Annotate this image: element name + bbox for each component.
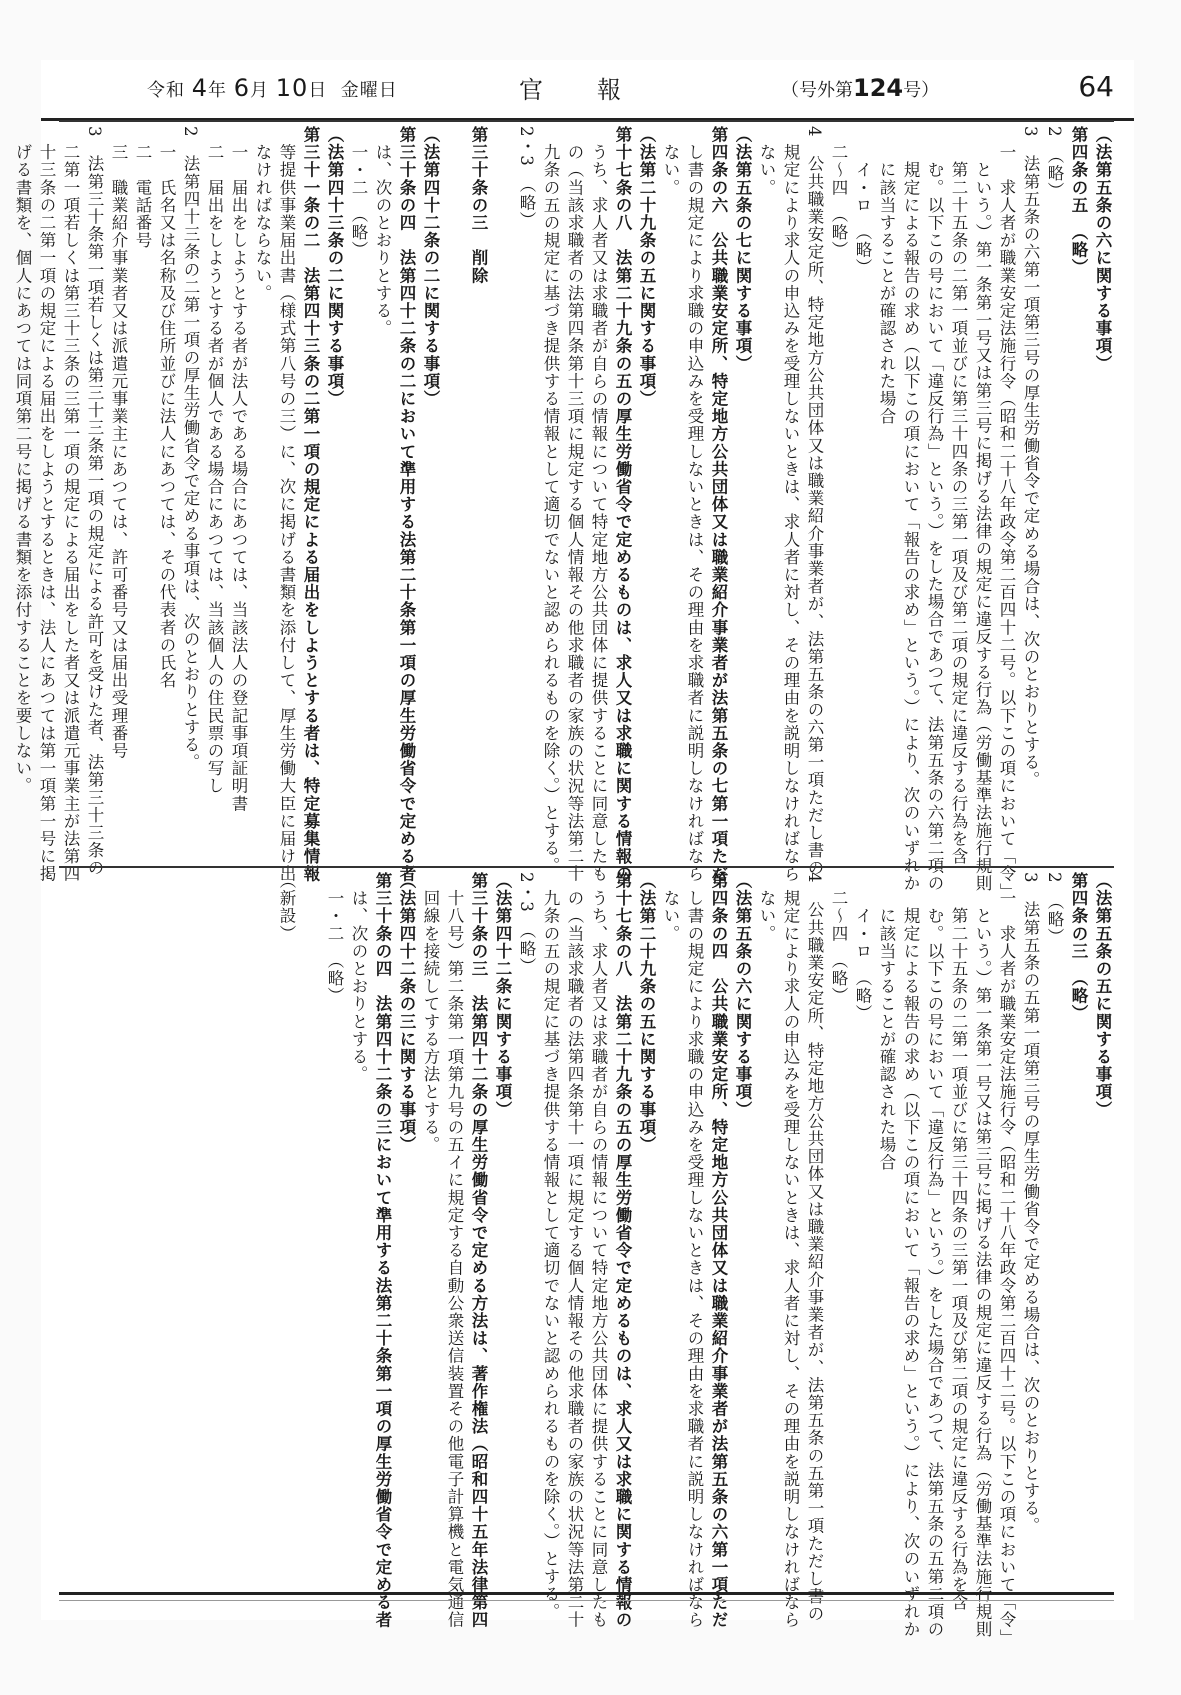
section-divider-rule: [59, 866, 1114, 868]
page-number: 64: [1078, 70, 1114, 103]
text-line: 第二十五条の二第一項並びに第三十四条の三第一項及び第二項の規定に違反する行為を含: [949, 126, 968, 866]
text-line: 第二十五条の二第一項並びに第三十四条の三第一項及び第二項の規定に違反する行為を含: [949, 872, 968, 1612]
text-line: [298, 872, 322, 1592]
text-line: 3 法第五条の六第一項第三号の厚生労働省令で定める場合は、次のとおりとする。: [1021, 126, 1040, 789]
text-line: 3 法第三十条第一項若しくは第三十三条第一項の規定による許可を受けた者、法第三十三条の: [85, 126, 104, 877]
text-line: し書の規定により求職の申込みを受理しないときは、その理由を求職者に説明しなければなら: [685, 126, 704, 883]
text-line: 第三十条の三 法第四十二条の厚生労働省令で定める方法は、著作権法（昭和四十五年法律第四: [469, 872, 488, 1629]
page-header: [41, 60, 1134, 118]
month: 6: [233, 74, 251, 102]
year: 4: [191, 74, 209, 102]
issue-prefix: （号外第: [781, 80, 853, 101]
text-line: 九条の五の規定に基づき提供する情報として適切でないと認められるものを除く。）とする。: [541, 126, 560, 875]
text-line: は、次のとおりとする。: [373, 126, 392, 338]
text-line: の（当該求職者の法第四条第十一項に規定する個人情報その他求職者の家族の状況等法第二十: [565, 872, 584, 1629]
text-line: 規定による報告の求め（以下この項において「報告の求め」という。）により、次のいずれか: [901, 126, 920, 893]
text-line: ない。: [661, 872, 680, 943]
text-line: は、次のとおりとする。: [349, 872, 368, 1084]
text-line: イ・ロ （略）: [853, 126, 872, 277]
text-line: ない。: [661, 126, 680, 197]
text-line: 第十七条の八 法第二十九条の五の厚生労働省令で定めるものは、求人又は求職に関する情報の: [613, 126, 632, 883]
text-line: に該当することが確認された場合: [877, 872, 896, 1172]
text-line: という。）第一条第一号又は第三号に掲げる法律の規定に違反する行為（労働基準法施行規則: [973, 126, 992, 893]
text-line: 一 届出をしようとする者が法人である場合にあつては、当該法人の登記事項証明書: [229, 126, 248, 813]
text-line: 3 法第五条の五第一項第三号の厚生労働省令で定める場合は、次のとおりとする。: [1021, 872, 1040, 1535]
text-line: に該当することが確認された場合: [877, 126, 896, 426]
old-provisions-text: [274, 872, 1114, 1647]
text-line: 第三十条の四 法第四十二条の三において準用する法第二十条第一項の厚生労働省令で定める者: [373, 872, 392, 1629]
text-line: 第三十一条の二 法第四十三条の二第一項の規定による届出をしようとする者は、特定募集情報: [301, 126, 320, 883]
gazette-page: [13, 60, 1134, 1647]
text-line: （法第五条の六に関する事項）: [1093, 126, 1112, 373]
text-line: 第四条の六 公共職業安定所、特定地方公共団体又は職業紹介事業者が法第五条の七第一項ただ: [709, 126, 728, 883]
text-line: 二第一項若しくは第三十三条の三第一項の規定による届出をした者又は派遣元事業主が法第四: [61, 126, 80, 883]
text-line: （法第二十九条の五に関する事項）: [637, 126, 656, 408]
text-line: 九条の五の規定に基づき提供する情報として適切でないと認められるものを除く。）とする。: [541, 872, 560, 1621]
text-line: 規定により求人の申込みを受理しないときは、求人者に対し、その理由を説明しなければなら: [781, 872, 800, 1629]
text-line: 規定により求人の申込みを受理しないときは、求人者に対し、その理由を説明しなければなら: [781, 126, 800, 883]
text-line: （法第四十二条の三に関する事項）: [397, 872, 416, 1154]
text-line: 一 氏名又は名称及び住所並びに法人にあつては、その代表者の氏名: [157, 126, 176, 690]
text-line: [442, 126, 466, 864]
text-line: 十八号）第二条第一項第九号の五イに規定する自動公衆送信装置その他電子計算機と電気通信: [445, 872, 464, 1629]
old-provisions-section: [59, 872, 1114, 1647]
text-line: （法第四十二条に関する事項）: [493, 872, 512, 1119]
text-line: 2 法第四十三条の二第一項の厚生労働省令で定める事項は、次のとおりとする。: [181, 126, 200, 772]
text-line: という。）第一条第一号又は第三号に掲げる法律の規定に違反する行為（労働基準法施行規則: [973, 872, 992, 1639]
text-line: 第四条の三 （略）: [1069, 872, 1088, 1023]
text-line: （法第四十三条の二に関する事項）: [325, 126, 344, 408]
gazette-title: 官報: [519, 76, 675, 104]
text-line: む。以下この号において「違反行為」という。）をした場合であつて、法第五条の五第二項の: [925, 872, 944, 1639]
text-line: うち、求人者又は求職者が自らの情報について特定地方公共団体に提供することに同意したも: [589, 872, 608, 1629]
text-line: 第三十条の三 削除: [469, 126, 488, 285]
text-line: 二～四 （略）: [829, 872, 848, 1005]
page-bottom-rule: [59, 1600, 1114, 1601]
text-line: なければならない。: [253, 126, 272, 302]
text-line: 2・3 （略）: [517, 872, 536, 975]
day: 10: [275, 74, 309, 102]
text-line: 一 求人者が職業安定法施行令（昭和二十八年政令第二百四十二号。以下この項において「令」: [997, 872, 1016, 1647]
text-line: 2 （略）: [1045, 872, 1064, 946]
text-line: 一 求人者が職業安定法施行令（昭和二十八年政令第二百四十二号。以下この項において「令」: [997, 126, 1016, 901]
bottom-rule: [59, 1592, 1114, 1595]
month-suffix: 月: [250, 80, 270, 101]
new-provisions-section: [13, 126, 1114, 901]
new-provisions-text: [10, 126, 1114, 901]
text-line: 二 届出をしようとする者が個人である場合にあつては、当該個人の住民票の写し: [205, 126, 224, 795]
text-line: （新設）: [277, 872, 296, 943]
issue-suffix: 号）: [903, 80, 940, 101]
text-line: 回線を接続してする方法とする。: [421, 872, 440, 1154]
text-line: （法第五条の六に関する事項）: [733, 872, 752, 1119]
text-line: 二～四 （略）: [829, 126, 848, 259]
text-line: （法第五条の五に関する事項）: [1093, 872, 1112, 1119]
text-line: し書の規定により求職の申込みを受理しないときは、その理由を求職者に説明しなければなら: [685, 872, 704, 1629]
text-line: 第四条の五 （略）: [1069, 126, 1088, 277]
text-line: 一・二 （略）: [349, 126, 368, 259]
text-line: [490, 126, 514, 864]
text-line: うち、求人者又は求職者が自らの情報について特定地方公共団体に提供することに同意したも: [589, 126, 608, 883]
text-line: 二 電話番号: [133, 126, 152, 250]
text-line: む。以下この号において「違反行為」という。）をした場合であつて、法第五条の六第二項の: [925, 126, 944, 893]
text-line: ない。: [757, 126, 776, 197]
weekday: 金曜日: [340, 80, 398, 101]
year-suffix: 年: [208, 80, 228, 101]
era: 令和: [147, 80, 185, 101]
text-line: （法第五条の七に関する事項）: [733, 126, 752, 373]
text-line: 2・3 （略）: [517, 126, 536, 229]
text-line: 第四条の四 公共職業安定所、特定地方公共団体又は職業紹介事業者が法第五条の六第一項ただ: [709, 872, 728, 1629]
text-line: （法第二十九条の五に関する事項）: [637, 872, 656, 1154]
issue-number: [781, 74, 939, 102]
section-top-rule: [59, 120, 1114, 122]
text-line: 第十七条の八 法第二十九条の五の厚生労働省令で定めるものは、求人又は求職に関する情報の: [613, 872, 632, 1629]
text-line: 十三条の二第一項の規定による届出をしようとするときは、法人にあつては第一項第一号に掲: [37, 126, 56, 883]
text-line: 4 公共職業安定所、特定地方公共団体又は職業紹介事業者が、法第五条の五第一項ただし書の: [805, 872, 824, 1623]
text-line: げる書類を、個人にあつては同項第二号に掲げる書類を添付することを要しない。: [13, 126, 32, 795]
text-line: （法第四十二条の二に関する事項）: [421, 126, 440, 408]
text-line: 一・二 （略）: [325, 872, 344, 1005]
day-suffix: 日: [308, 80, 328, 101]
issue-number-value: 124: [853, 74, 904, 102]
text-line: 第三十条の四 法第四十二条の二において準用する法第二十条第一項の厚生労働省令で定める者: [397, 126, 416, 883]
text-line: の（当該求職者の法第四条第十三項に規定する個人情報その他求職者の家族の状況等法第二十: [565, 126, 584, 883]
text-line: 4 公共職業安定所、特定地方公共団体又は職業紹介事業者が、法第五条の六第一項ただし書の: [805, 126, 824, 877]
text-line: イ・ロ （略）: [853, 872, 872, 1023]
text-line: 2 （略）: [1045, 126, 1064, 200]
text-line: ない。: [757, 872, 776, 943]
text-line: 等提供事業届出書（様式第八号の三）に、次に掲げる書類を添付して、厚生労働大臣に届け出: [277, 126, 296, 883]
text-line: 規定による報告の求め（以下この項において「報告の求め」という。）により、次のいずれか: [901, 872, 920, 1639]
issue-date: [147, 74, 398, 102]
text-line: 三 職業紹介事業者又は派遣元事業主にあつては、許可番号又は届出受理番号: [109, 126, 128, 760]
